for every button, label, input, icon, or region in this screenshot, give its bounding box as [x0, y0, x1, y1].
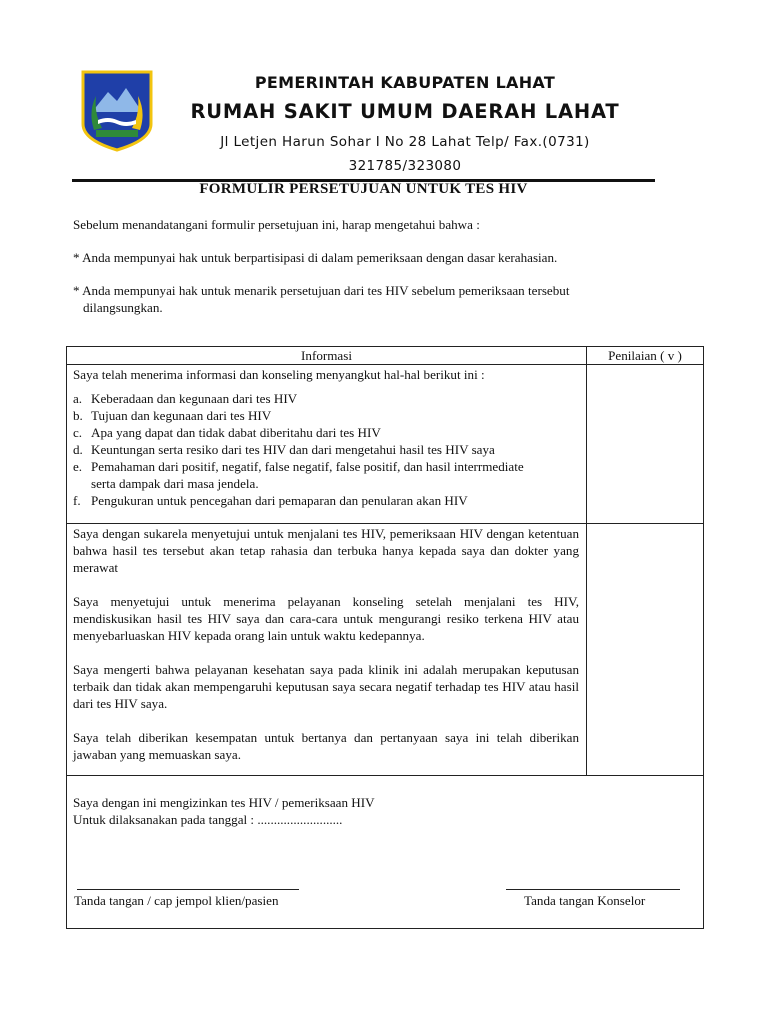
information-list	[73, 390, 531, 509]
counselor-signature-line[interactable]	[506, 889, 680, 890]
list-item: c. Apa yang dapat dan tidak dabat diberitahu dari tes HIV	[73, 425, 381, 440]
list-item: f. Pengukuran untuk pencegahan dari pemaparan dan penularan akan HIV	[73, 493, 468, 508]
list-item: d. Keuntungan serta resiko dari tes HIV dan dari mengetahui hasil tes HIV saya	[73, 442, 495, 457]
list-item: a. Keberadaan dan kegunaan dari tes HIV	[73, 391, 298, 406]
row1-score-cell[interactable]	[587, 365, 703, 523]
kabupaten-lahat-logo	[80, 68, 154, 152]
row1-information	[73, 366, 531, 509]
list-item: e. Pemahaman dari positif, negatif, false negatif, false positif, dan hasil interrmediate serta dampak dari masa jendela.	[73, 459, 524, 491]
column-header-informasi: Informasi	[301, 348, 352, 363]
consent-statement	[73, 794, 375, 828]
intro-point-withdraw-line1: * Anda mempunyai hak untuk menarik persetujuan dari tes HIV sebelum pemeriksaan tersebut	[73, 283, 570, 298]
consent-line: Saya dengan ini mengizinkan tes HIV / pemeriksaan HIV	[73, 795, 375, 810]
intro-text: Sebelum menandatangani formulir persetujuan ini, harap mengetahui bahwa :	[73, 217, 480, 232]
statement-counseling: Saya menyetujui untuk menerima pelayanan konseling setelah menjalani tes HIV, mendiskusikan hasil tes HIV saya dan cara-cara untuk mengurangi resiko terkena HIV atau menyebarluaskan HIV kepada orang lain untuk waktu kedepannya.	[73, 594, 579, 643]
counselor-signature-label: Tanda tangan Konselor	[524, 893, 646, 908]
header-hospital: RUMAH SAKIT UMUM DAERAH LAHAT	[190, 100, 620, 123]
statement-health-service: Saya mengerti bahwa pelayanan kesehatan saya pada klinik ini adalah merupakan keputusan terbaik dan tidak akan mempengaruhi keputusan saya secara negatif terhadap tes HIV atau hasil dari tes HIV saya.	[73, 662, 579, 711]
row2-statements	[73, 525, 579, 763]
statement-questions: Saya telah diberikan kesempatan untuk bertanya dan pertanyaan saya ini telah diberikan jawaban yang memuaskan saya.	[73, 730, 579, 762]
consent-table	[66, 346, 704, 929]
client-signature-label: Tanda tangan / cap jempol klien/pasien	[74, 893, 279, 908]
form-title: FORMULIR PERSETUJUAN UNTUK TES HIV	[199, 181, 528, 197]
intro-point-confidentiality: * Anda mempunyai hak untuk berpartisipasi di dalam pemeriksaan dengan dasar kerahasian.	[73, 250, 558, 265]
row2-score-cell[interactable]	[587, 524, 703, 775]
header-government: PEMERINTAH KABUPATEN LAHAT	[254, 73, 556, 92]
intro-point-withdraw	[73, 282, 673, 316]
row1-lead: Saya telah menerima informasi dan konseling menyangkut hal-hal berikut ini :	[73, 367, 485, 382]
header-phone: 321785/323080	[348, 158, 462, 174]
logo-banner-top	[88, 74, 146, 83]
list-item: b. Tujuan dan kegunaan dari tes HIV	[73, 408, 272, 423]
statement-voluntary: Saya dengan sukarela menyetujui untuk menjalani tes HIV, pemeriksaan HIV dengan ketentuan bahwa hasil tes tersebut akan tetap rahasia dan terbuka hanya kepada saya dan dokter yang merawat	[73, 526, 579, 575]
client-signature-line[interactable]	[77, 889, 299, 890]
header-address: Jl Letjen Harun Sohar I No 28 Lahat Telp/ Fax.(0731)	[220, 134, 590, 150]
column-header-penilaian: Penilaian ( v )	[608, 348, 682, 363]
table-row2-divider	[67, 775, 703, 776]
intro-point-withdraw-line2: dilangsungkan.	[83, 300, 163, 315]
logo-banner-bottom	[96, 130, 138, 137]
consent-date-line: Untuk dilaksanakan pada tanggal : ..........................	[73, 812, 343, 827]
